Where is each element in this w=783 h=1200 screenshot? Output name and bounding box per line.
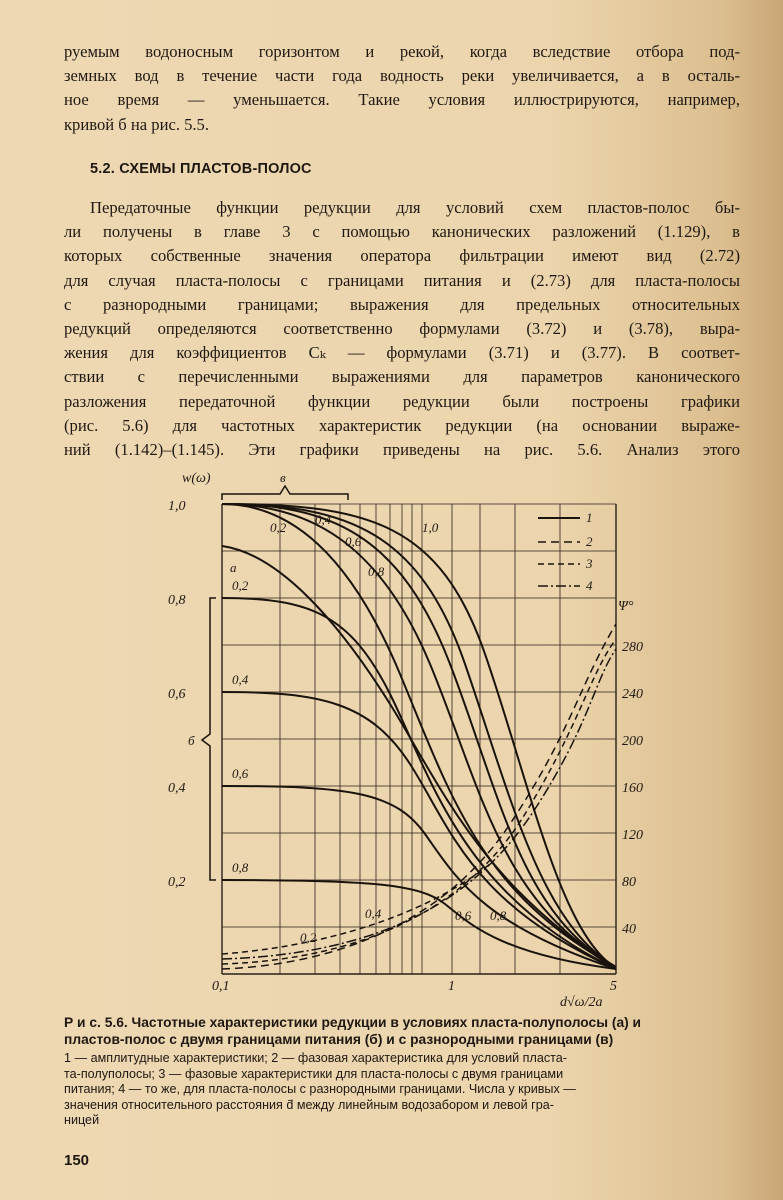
- curve-label: 0,8: [232, 860, 249, 875]
- legend-label: 4: [586, 578, 593, 593]
- y-left-label: w(ω): [182, 471, 211, 486]
- text-line: ствии с перечисленными выражениями для параметров канонического: [64, 367, 740, 387]
- body-paragraph: [64, 196, 740, 462]
- text-line: которых собственные значения оператора фильтрации имеют вид (2.72): [64, 246, 740, 266]
- text-line: жения для коэффициентов Cₖ — формулами (3.71) и (3.77). В соответ-: [64, 343, 740, 363]
- caption-line: Р и с. 5.6. Частотные характеристики редукции в условиях пласта-полуполосы (а) и: [64, 1015, 642, 1030]
- caption-line: пластов-полос с двумя границами питания (б) и с разнородными границами (в): [64, 1032, 614, 1047]
- brace-top-label: в: [280, 470, 286, 485]
- text-line: для случая пласта-полосы с границами питания и (2.73) для пласта-полосы: [64, 270, 740, 290]
- text-line: кривой б на рис. 5.5.: [64, 114, 210, 134]
- curve-label: 0,2: [300, 930, 317, 945]
- curve-label: 0,6: [232, 766, 249, 781]
- phase-curve-4: [222, 649, 616, 959]
- caption-line: 1 — амплитудные характеристики; 2 — фазовая характеристика для условий пласта-: [64, 1051, 567, 1065]
- caption-line: питания; 4 — то же, для пласта-полосы с разнородными границами. Числа у кривых —: [64, 1082, 576, 1096]
- legend-label: 3: [586, 556, 593, 571]
- text-line: (рис. 5.6) для частотных характеристик редукции (на основании выраже-: [64, 415, 740, 435]
- curve-label: 1,0: [422, 520, 439, 535]
- brace-left-label: б: [188, 733, 195, 748]
- text-line: с разнородными границами; выражения для предельных относительных: [64, 294, 740, 314]
- y-right-label: Ψ°: [618, 599, 634, 614]
- legend-label: 1: [586, 510, 593, 525]
- curve-label: 0,6: [455, 908, 472, 923]
- text-line: редукций определяются соответственно формулами (3.72) и (3.78), выра-: [64, 319, 740, 339]
- y-right-tick: 80: [622, 875, 636, 890]
- y-right-tick: 200: [622, 734, 643, 749]
- curve-label: 0,2: [270, 520, 287, 535]
- brace-left: [202, 598, 216, 880]
- y-right-tick: 40: [622, 922, 636, 937]
- y-right-tick: 240: [622, 687, 643, 702]
- text-line: Передаточные функции редукции для условий схем пластов-полос бы-: [90, 198, 740, 217]
- figure-legend-text: [64, 1051, 740, 1129]
- x-tick: 0,1: [212, 979, 230, 994]
- amplitude-curves: [222, 504, 616, 969]
- y-left-tick: 0,2: [168, 875, 186, 890]
- curve-label: 0,8: [368, 564, 385, 579]
- figure-5-6: [150, 464, 650, 1012]
- legend: [538, 518, 580, 586]
- y-left-tick: 1,0: [168, 499, 186, 514]
- caption-line: значения относительного расстояния d̄ между линейным водозабором и левой гра-: [64, 1097, 554, 1112]
- y-left-tick: 0,4: [168, 781, 186, 796]
- x-tick: 1: [448, 979, 455, 994]
- curve-b-0-2: [222, 598, 616, 969]
- figure-caption: [64, 1014, 740, 1048]
- curve-label: 0,4: [232, 672, 249, 687]
- y-right-tick: 280: [622, 640, 643, 655]
- section-heading: 5.2. СХЕМЫ ПЛАСТОВ-ПОЛОС: [90, 161, 312, 177]
- y-left-tick: 0,6: [168, 687, 186, 702]
- curve-label: 0,4: [365, 906, 382, 921]
- caption-line: та-полуполосы; 3 — фазовые характеристики для пласта-полосы с двумя границами: [64, 1066, 564, 1081]
- axis-labels: [168, 471, 643, 1010]
- curve-a-label: а: [230, 560, 237, 575]
- y-left-tick: 0,8: [168, 593, 186, 608]
- top-paragraph: [64, 40, 740, 137]
- curve-b-0-8: [222, 880, 616, 969]
- brace-top: [222, 486, 348, 500]
- y-right-tick: 160: [622, 781, 643, 796]
- curve-annotations: [188, 470, 593, 945]
- legend-label: 2: [586, 534, 593, 549]
- curve-label: 0,8: [490, 908, 507, 923]
- text-line: разложения передаточной функции редукции были построены графики: [64, 391, 740, 411]
- page-number: 150: [64, 1152, 90, 1169]
- x-label: d√ω/2a: [560, 995, 603, 1010]
- curve-label: 0,2: [232, 578, 249, 593]
- text-line: ное время — уменьшается. Такие условия иллюстрируются, например,: [64, 90, 740, 110]
- caption-line: ницей: [64, 1113, 100, 1127]
- text-line: ли получены в главе 3 с помощью канонических разложений (1.129), в: [64, 222, 740, 242]
- curve-label: 0,6: [345, 534, 362, 549]
- text-line: ний (1.142)–(1.145). Эти графики приведены на рис. 5.6. Анализ этого: [64, 440, 740, 460]
- text-line: земных вод в течение части года водность реки увеличивается, а в осталь-: [64, 66, 740, 86]
- curve-label: 0,4: [315, 512, 332, 527]
- text-line: руемым водоносным горизонтом и рекой, когда вследствие отбора под-: [64, 42, 740, 61]
- braces: [202, 486, 348, 880]
- x-tick: 5: [610, 979, 617, 994]
- y-right-tick: 120: [622, 828, 643, 843]
